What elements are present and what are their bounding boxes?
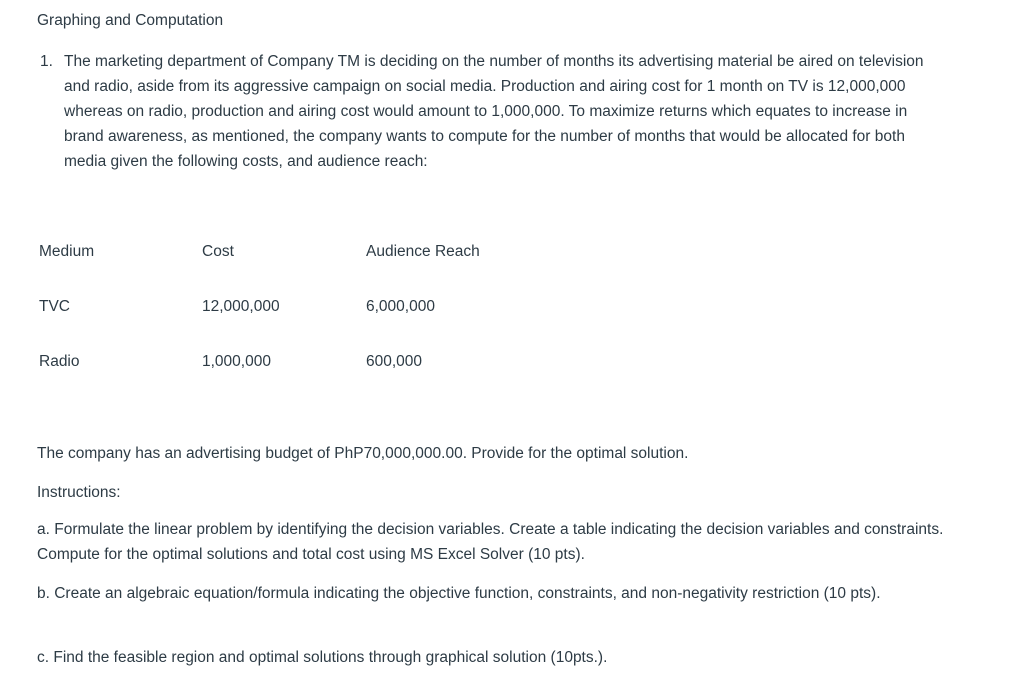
table-cell-reach-radio: 600,000 bbox=[366, 353, 423, 370]
table-cell-cost-radio: 1,000,000 bbox=[202, 353, 271, 370]
instruction-item-a: a. Formulate the linear problem by identifying the decision variables. Create a table indicating the decision variables and constraints. Compute for the optimal solutions and total cost using MS Excel Solver (10 pts). bbox=[37, 521, 944, 563]
table-cell-cost-tvc: 12,000,000 bbox=[202, 298, 280, 315]
table-header-cost: Cost bbox=[202, 243, 234, 260]
table-cell-medium-radio: Radio bbox=[39, 353, 80, 370]
question-text: The marketing department of Company TM is deciding on the number of months its advertising material be aired on television and radio, aside from its aggressive campaign on social media. Production and airing cost for 1 month on TV is 12,000,000 whereas on radio, production and airing cost would amount to 1,000,000. To maximize returns which equates to increase in brand awareness, as mentioned, the company wants to compute for the number of months that would be allocated for both media given the following costs, and audience reach: bbox=[64, 53, 924, 170]
table-cell-reach-tvc: 6,000,000 bbox=[366, 298, 435, 315]
question-1 bbox=[37, 49, 949, 174]
instruction-item-c: c. Find the feasible region and optimal solutions through graphical solution (10pts.). bbox=[37, 649, 608, 666]
table-cell-medium-tvc: TVC bbox=[39, 298, 70, 315]
instructions-label: Instructions: bbox=[37, 484, 121, 501]
question-number: 1. bbox=[40, 53, 53, 70]
instruction-item-b: b. Create an algebraic equation/formula indicating the objective function, constraints, and non-negativity restriction (10 pts). bbox=[37, 585, 881, 602]
page-title: Graphing and Computation bbox=[37, 12, 224, 29]
table-header-medium: Medium bbox=[39, 243, 95, 260]
budget-text: The company has an advertising budget of PhP70,000,000.00. Provide for the optimal solution. bbox=[37, 445, 689, 462]
table-header-audience-reach: Audience Reach bbox=[366, 243, 480, 260]
